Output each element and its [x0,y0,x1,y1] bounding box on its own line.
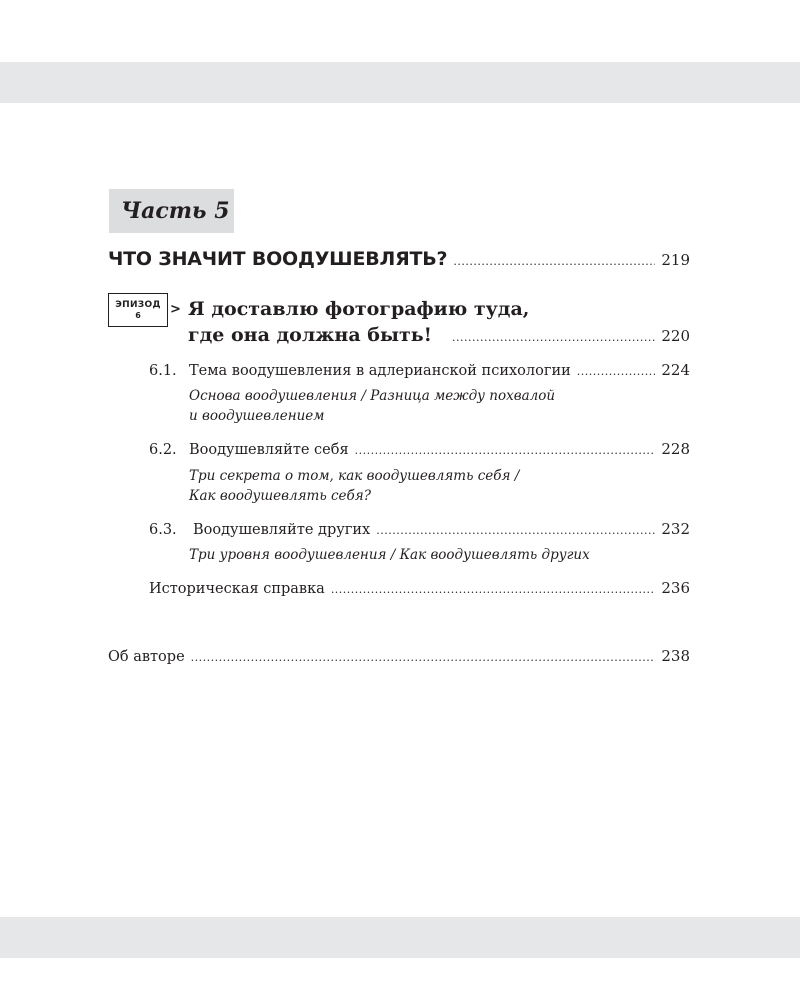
historical-title: Историческая справка [149,581,325,597]
section-description: Три секрета о том, как воодушевлять себя / [189,468,520,484]
episode-badge-word: ЭПИЗОД [115,300,161,310]
top-band [0,62,800,103]
toc-episode[interactable] [188,322,690,351]
section-title: Воодушевляйте других [193,522,371,538]
section-number: 6.2. [149,442,177,458]
section-number: 6.3. [149,522,177,538]
toc-historical-note[interactable] [149,578,690,600]
dot-leader [452,325,655,351]
dot-leader [355,441,656,461]
toc-part-heading[interactable] [108,245,690,276]
part-label: Часть 5 [121,198,230,224]
section-page: 228 [661,440,690,458]
dot-leader [376,521,655,541]
about-title: Об авторе [108,649,185,665]
dot-leader [577,362,656,382]
historical-page: 236 [661,579,690,597]
episode-arrow-icon: > [170,302,181,317]
part-heading-title: ЧТО ЗНАЧИТ ВООДУШЕВЛЯТЬ? [108,248,448,270]
bottom-band [0,917,800,958]
episode-page: 220 [661,327,690,345]
section-number: 6.1. [149,363,177,379]
section-title: Тема воодушевления в адлерианской психологии [189,363,571,379]
section-title: Воодушевляйте себя [189,442,349,458]
episode-badge-number: 6 [135,311,141,320]
part-heading-page: 219 [661,251,690,269]
section-description: и воодушевлением [189,408,325,424]
toc-section-6-2[interactable] [149,439,690,461]
about-page: 238 [661,647,690,665]
toc-section-6-3[interactable] [149,519,690,541]
toc-about-author[interactable] [108,646,690,668]
section-description: Основа воодушевления / Разница между похвалой [189,388,556,404]
dot-leader [331,580,656,600]
episode-badge [108,293,168,327]
section-page: 224 [661,361,690,379]
toc-section-6-1[interactable] [149,360,690,382]
section-description: Три уровня воодушевления / Как воодушевлять других [189,547,590,563]
dot-leader [453,248,655,276]
section-description: Как воодушевлять себя? [189,488,371,504]
episode-title-line1[interactable]: Я доставлю фотографию туда, [188,298,530,320]
episode-title-line2: где она должна быть! [188,324,432,346]
section-page: 232 [661,520,690,538]
dot-leader [191,648,656,668]
